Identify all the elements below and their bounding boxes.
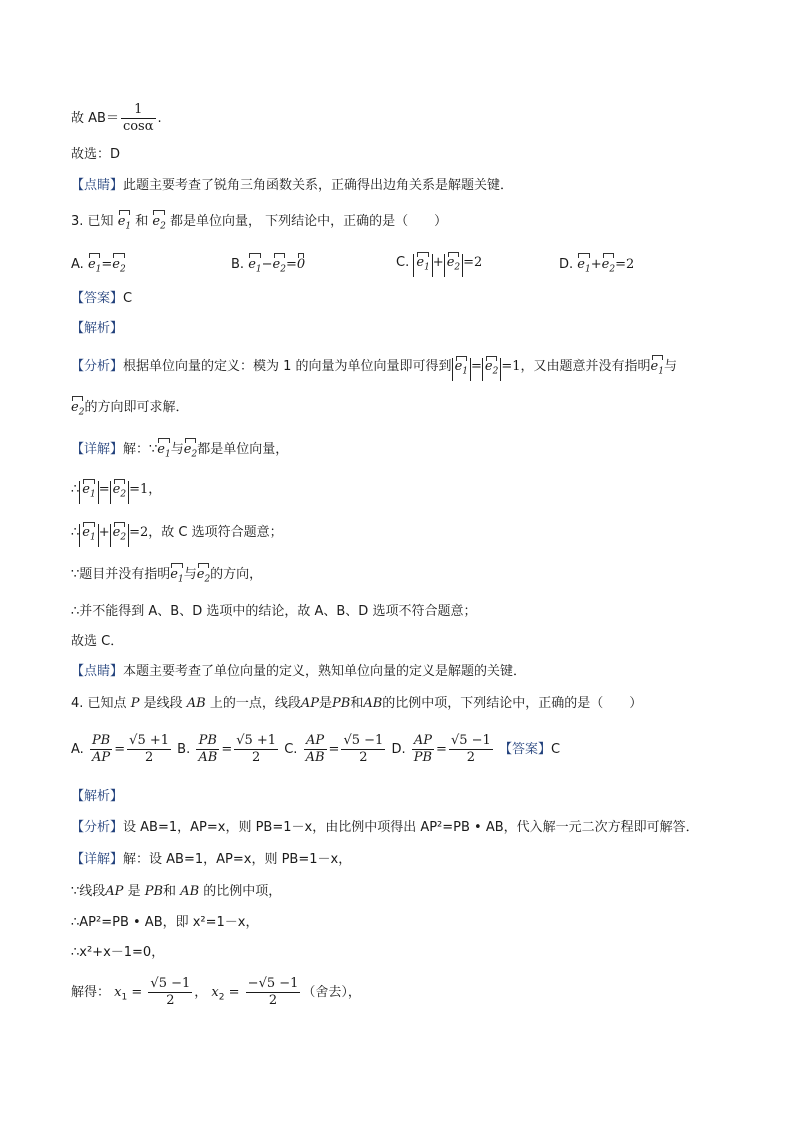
zero-vector: 0 — [297, 255, 305, 275]
fraction-sqrt5-plus1: $\frac{√5 +1}{2}$ — [236, 733, 277, 765]
detail-3-line4: ∵题目并没有指明$e_1$与$e_2$的方向， — [71, 565, 262, 590]
op: − — [261, 257, 273, 272]
op: = — [101, 257, 113, 272]
q3-option-b — [231, 255, 305, 280]
text: ，又由题意并没有指明 — [520, 359, 651, 374]
option-label-d: D. — [391, 742, 406, 757]
tag-analysis: 【分析】 — [71, 820, 124, 835]
tag-detail: 【详解】 — [71, 442, 124, 457]
tag-analysis: 【分析】 — [71, 359, 124, 374]
fraction-sqrt5-plus1: $\frac{√5 +1}{2}$ — [129, 733, 170, 765]
vector-e1: $e_1$ — [577, 255, 590, 280]
option-label-a: A. — [71, 742, 84, 757]
fraction-pb-ab: $\frac{PB}{AB}$ — [198, 733, 218, 765]
text: 与 — [183, 567, 197, 582]
detail-4-line3: ∴AP²=PB • AB，即 x²=1－x， — [71, 915, 259, 930]
vector-e1: $e_1$ — [88, 255, 101, 280]
value: 2 — [474, 255, 483, 270]
option-label-b: B. — [177, 742, 191, 757]
op: = — [285, 257, 297, 272]
detail-4-line4: ∴x²+x－1=0， — [71, 945, 165, 960]
line-ab-result — [71, 102, 162, 135]
option-label: B. — [231, 257, 245, 272]
text: 3. 已知 — [71, 214, 114, 229]
vector-e2: $e_2$ — [602, 255, 615, 280]
q3-option-c — [396, 253, 482, 277]
text: 与 — [663, 359, 677, 374]
line-dianjing-1 — [71, 176, 513, 196]
text: . — [157, 111, 162, 126]
fraction-ap-pb: $\frac{AP}{PB}$ — [413, 733, 433, 765]
denominator: cosα — [122, 119, 154, 134]
fraction-x2: $\frac{-√5 -1}{2}$ — [247, 976, 299, 1008]
analysis-3-line1: 【分析】根据单位向量的定义：模为 1 的向量为单位向量即可得到 $e_1 = e_2 =1$，又由题意并没有指明$e_1$与 — [71, 357, 677, 382]
op: + — [432, 255, 444, 270]
detail-3-line2: ∴ $e_1 = e_2 =1$， — [71, 480, 161, 504]
detail-3-line6: 故选 C． — [71, 634, 124, 649]
tag-dianjing: 【点睛】 — [71, 178, 124, 193]
tag-answer: 【答案】 — [71, 291, 124, 306]
vector-e2: $e_2$ — [152, 212, 165, 237]
option-label: A. — [71, 257, 84, 272]
fraction-pb-ap: $\frac{PB}{AP}$ — [91, 733, 111, 765]
fraction-sqrt5-minus1: $\frac{√5 -1}{2}$ — [450, 733, 491, 765]
answer-3 — [71, 289, 132, 309]
tag-answer: 【答案】 — [498, 742, 551, 757]
fraction-x1: $\frac{√5 -1}{2}$ — [150, 976, 191, 1008]
dianjing-3 — [71, 662, 526, 682]
value: 2 — [625, 257, 635, 272]
tag-detail: 【详解】 — [71, 852, 124, 867]
text: 解：设 AB=1，AP=x，则 PB=1－x， — [123, 852, 352, 867]
text: 设 AB=1，AP=x，则 PB=1－x，由比例中项得出 AP²=PB • AB，代入解一元二次方程即可解答． — [123, 820, 699, 835]
option-label: D. — [559, 257, 574, 272]
detail-3-line5: ∴并不能得到 A、B、D 选项中的结论，故 A、B、D 选项不符合题意； — [71, 604, 477, 619]
text: 根据单位向量的定义：模为 1 的向量为单位向量即可得到 — [123, 359, 452, 374]
text: ，故 C 选项符合题意； — [148, 525, 283, 540]
text: 的方向即可求解． — [84, 400, 189, 415]
vector-e1: $e_1$ — [118, 212, 131, 237]
vector-e2: $e_2$ — [273, 255, 286, 280]
text: ∵题目并没有指明 — [71, 567, 171, 582]
q3-option-d — [559, 255, 634, 280]
detail-3-line1: 【详解】解：$\because e_1$与$e_2$都是单位向量， — [71, 440, 288, 465]
tag-jiexi-3: 【解析】 — [71, 321, 124, 336]
fraction-ap-ab: $\frac{AP}{AB}$ — [305, 733, 325, 765]
analysis-3-line2: $e_2$的方向即可求解． — [71, 398, 188, 423]
text: 都是单位向量， — [197, 442, 289, 457]
q4-options: A. $\frac{PB}{AP}$ = $\frac{√5 +1}{2}$ B. $\frac{PB}{AB}$ = $\frac{√5 +1}{2}$ C. $\frac{AP}{AB}$ = $\frac{√5 -1}{2}$ D. $\frac{AP}{PB}$ = $\frac{√5 -1}{2}$ 【答案】C — [71, 733, 561, 765]
detail-4-line5: 解得： $x_1$ = $\frac{√5 -1}{2}$ ， $x_2$ = $\frac{-√5 -1}{2}$ （舍去）， — [71, 976, 361, 1008]
option-label: C. — [396, 255, 410, 270]
op: = — [463, 255, 475, 270]
abs-e2: $e_2$ — [444, 254, 463, 277]
answer-value: C — [550, 742, 561, 757]
question-4-stem: 4. 已知点 P 是线段 AB 上的一点，线段AP是PB和AB的比例中项，下列结论中，正确的是（ ） — [71, 696, 643, 711]
op: + — [590, 257, 602, 272]
analysis-4 — [71, 818, 699, 838]
vector-e2: $e_2$ — [112, 255, 125, 280]
tag-jiexi-4: 【解析】 — [71, 789, 124, 804]
text: 解：∵ — [123, 442, 158, 457]
text: 此题主要考查了锐角三角函数关系，正确得出边角关系是解题关键． — [123, 178, 514, 193]
text: 都是单位向量， 下列结论中，正确的是（ ） — [170, 214, 448, 229]
text: 与 — [170, 442, 184, 457]
answer-value: C — [123, 291, 133, 306]
numerator: 1 — [134, 102, 143, 117]
text: 本题主要考查了单位向量的定义，熟知单位向量的定义是解题的关键． — [123, 664, 527, 679]
text: 故 AB＝ — [71, 111, 119, 126]
fraction-sqrt5-minus1: $\frac{√5 -1}{2}$ — [343, 733, 384, 765]
text: 解得： — [71, 985, 111, 1000]
op: = — [615, 257, 626, 272]
tag-dianjing: 【点睛】 — [71, 664, 124, 679]
q3-option-a — [71, 255, 126, 280]
question-3-stem — [71, 212, 447, 237]
line-choose-d: 故选：D — [71, 147, 121, 162]
abs-e1: $e_1$ — [413, 254, 432, 277]
text: 的方向， — [210, 567, 263, 582]
detail-4-line1 — [71, 850, 351, 870]
vector-e1: $e_1$ — [248, 255, 261, 280]
text: ∴ — [71, 525, 80, 540]
fraction — [121, 102, 156, 135]
text: ∴ — [71, 482, 80, 497]
detail-3-line3: ∴ $e_1 + e_2 =2$，故 C 选项符合题意； — [71, 523, 283, 547]
detail-4-line2: ∵线段AP 是 PB和 AB 的比例中项， — [71, 884, 282, 899]
option-label-c: C. — [284, 742, 298, 757]
text: 和 — [135, 214, 149, 229]
